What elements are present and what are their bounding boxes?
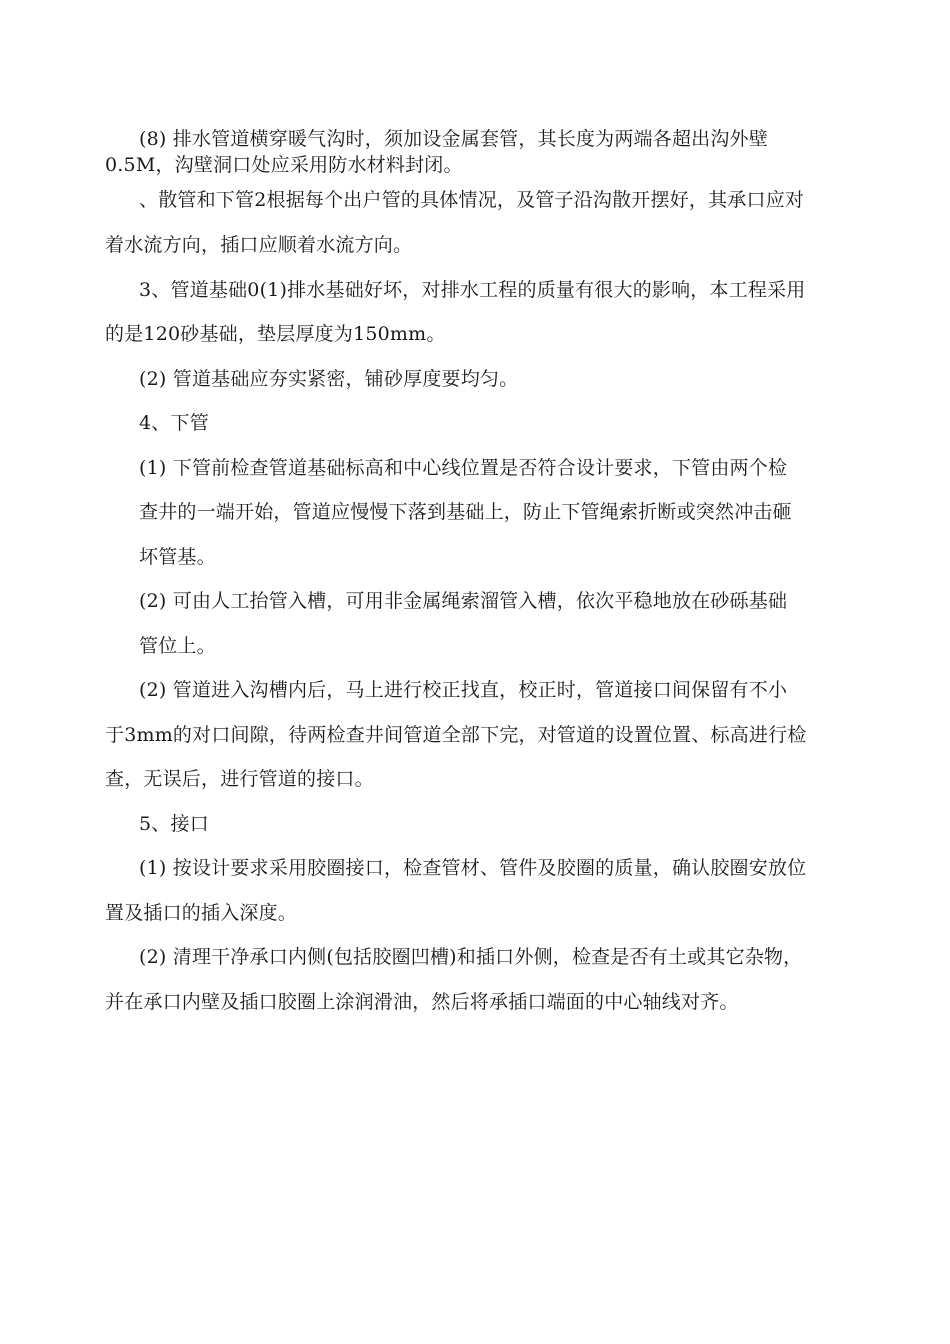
text-line: (2) 清理干净承口内侧(包括胶圈凹槽)和插口外侧，检查是否有土或其它杂物， (139, 946, 803, 968)
text-line: 于3mm的对口间隙，待两检查井间管道全部下完，对管道的设置位置、标高进行检 (105, 724, 807, 746)
text-line: 的是120砂基础，垫层厚度为150mm。 (105, 323, 446, 345)
text-line: (2) 管道进入沟槽内后，马上进行校正找直，校正时，管道接口间保留有不小 (139, 679, 788, 701)
text-line: 3、管道基础0(1)排水基础好坏，对排水工程的质量有很大的影响，本工程采用 (139, 279, 806, 301)
section-heading: 4、下管 (139, 412, 209, 434)
text-line: 、散管和下管2根据每个出户管的具体情况，及管子沿沟散开摆好，其承口应对 (139, 189, 805, 211)
text-line: 0.5M，沟壁洞口处应采用防水材料封闭。 (105, 154, 463, 176)
text-line: 坏管基。 (139, 546, 216, 568)
text-line: (1) 下管前检查管道基础标高和中心线位置是否符合设计要求，下管由两个检 (139, 457, 788, 479)
text-line: 查井的一端开始，管道应慢慢下落到基础上，防止下管绳索折断或突然冲击砸 (139, 501, 792, 523)
section-heading: 5、接口 (139, 813, 209, 835)
text-line: (2) 管道基础应夯实紧密，铺砂厚度要均匀。 (139, 368, 519, 390)
text-line: 并在承口内壁及插口胶圈上涂润滑油，然后将承插口端面的中心轴线对齐。 (105, 991, 739, 1013)
text-line: 管位上。 (139, 635, 216, 657)
text-line: (8) 排水管道横穿暖气沟时，须加设金属套管，其长度为两端各超出沟外壁 (139, 128, 768, 150)
text-line: (1) 按设计要求采用胶圈接口，检查管材、管件及胶圈的质量，确认胶圈安放位 (139, 857, 807, 879)
text-line: 查，无误后，进行管道的接口。 (105, 768, 374, 790)
text-line: 着水流方向，插口应顺着水流方向。 (105, 234, 413, 256)
text-line: (2) 可由人工抬管入槽，可用非金属绳索溜管入槽，依次平稳地放在砂砾基础 (139, 590, 788, 612)
text-line: 置及插口的插入深度。 (105, 902, 298, 924)
